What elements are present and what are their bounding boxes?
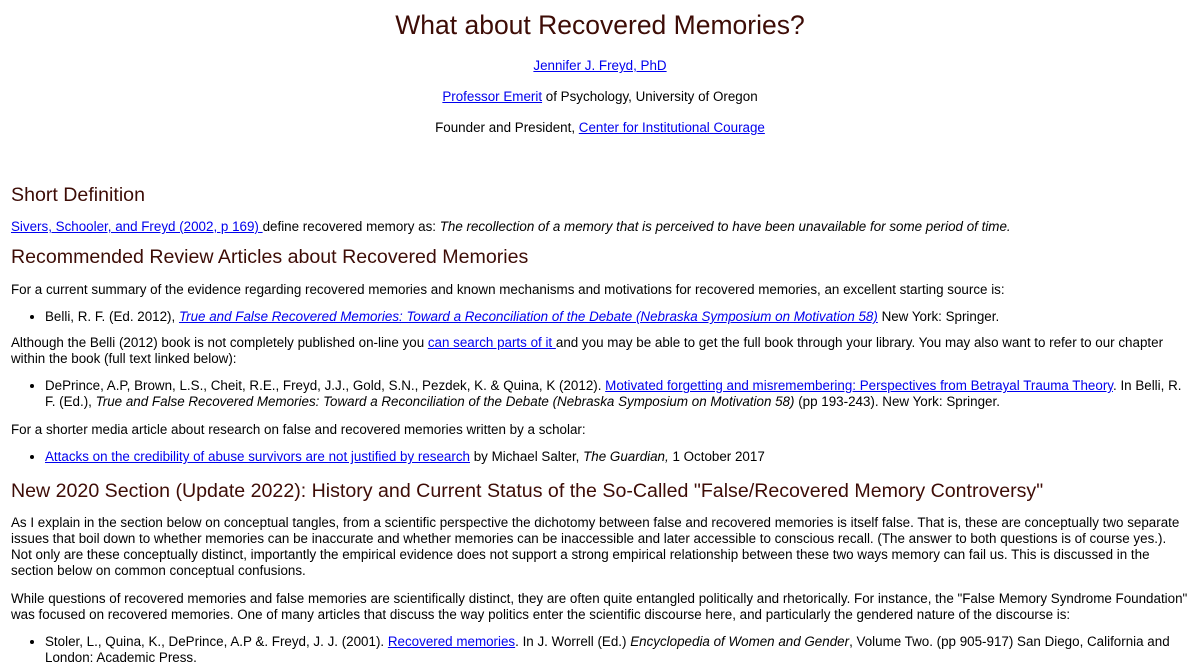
history-section-heading: New 2020 Section (Update 2022): History and Current Status of the So-Called "False/Recovered Memory Controversy" — [11, 480, 1044, 502]
search-parts-link[interactable]: can search parts of it — [427, 335, 556, 350]
review-intro-paragraph: For a current summary of the evidence regarding recovered memories and known mechanisms and motivations for recovered memories, an excellent starting source is: — [11, 282, 1005, 297]
professor-emerit-link[interactable]: Professor Emerit — [442, 89, 543, 104]
list-item — [45, 634, 1189, 666]
list-item — [45, 449, 1189, 465]
definition-intro-text: define recovered memory as: — [262, 219, 440, 234]
recovered-memories-link[interactable]: Recovered memories — [387, 634, 516, 649]
deprince-mid-text: . In Belli, R. F. (Ed.), — [45, 378, 1182, 409]
belli-paragraph — [11, 335, 1189, 367]
deprince-book-title: True and False Recovered Memories: Toward a Reconciliation of the Debate (Nebraska Symposium on Motivation 58) — [95, 394, 795, 409]
page — [0, 10, 1200, 666]
page-title: What about Recovered Memories? — [395, 10, 805, 40]
review-list-1 — [11, 309, 1189, 325]
belli-para-text-b: and you may be able to get the full book through your library. You may also want to refer to our chapter within the book (full text linked below): — [11, 335, 1164, 366]
founder-prefix: Founder and President, — [435, 120, 579, 135]
history-list — [11, 634, 1189, 666]
author-line — [11, 58, 1189, 74]
salter-text: by Michael Salter, — [469, 449, 584, 464]
belli-publisher-text: New York: Springer. — [877, 309, 1000, 324]
short-definition-heading: Short Definition — [11, 184, 145, 206]
affiliation-line — [11, 89, 1189, 105]
institutional-courage-link[interactable]: Center for Institutional Courage — [578, 120, 765, 135]
belli-para-text-a: Although the Belli (2012) book is not completely published on-line you — [11, 335, 428, 350]
worrell-text: . In J. Worrell (Ed.) — [515, 634, 631, 649]
belli-book-title: True and False Recovered Memories: Toward a Reconciliation of the Debate (Nebraska Symposium on Motivation 58) — [178, 309, 878, 324]
sivers-citation-link[interactable]: Sivers, Schooler, and Freyd (2002, p 169) — [11, 219, 263, 234]
encyclopedia-publisher-text: , Volume Two. (pp 905-917) San Diego, California and London: Academic Press. — [45, 634, 1170, 665]
definition-text: The recollection of a memory that is perceived to have been unavailable for some period of time. — [439, 219, 1011, 234]
author-link[interactable]: Jennifer J. Freyd, PhD — [533, 58, 667, 73]
definition-paragraph — [11, 219, 1189, 235]
guardian-article-link[interactable]: Attacks on the credibility of abuse survivors are not justified by research — [45, 449, 470, 464]
review-articles-heading: Recommended Review Articles about Recovered Memories — [11, 246, 529, 268]
founder-line — [11, 120, 1189, 136]
list-item — [45, 378, 1189, 410]
motivated-forgetting-link[interactable]: Motivated forgetting and misremembering: Perspectives from Betrayal Trauma Theory — [605, 378, 1113, 393]
review-list-2 — [11, 378, 1189, 410]
guardian-title: The Guardian, — [583, 449, 669, 464]
stoler-citation-text: Stoler, L., Quina, K., DePrince, A.P &. Freyd, J. J. (2001). — [45, 634, 388, 649]
review-list-3 — [11, 449, 1189, 465]
encyclopedia-title: Encyclopedia of Women and Gender — [630, 634, 850, 649]
history-paragraph-1: As I explain in the section below on conceptual tangles, from a scientific perspective the dichotomy between false and recovered memories is itself false. That is, these are conceptually two separate issues that boil down to whether memories can be inaccurate and whether memories can be inaccessible and later accessible to conscious recall. (The answer to both questions is of course yes.). Not only are these conceptually distinct, importantly the empirical evidence does not support a strong empirical relationship between these two ways memory can fail us. This is discussed in the section below on common conceptual confusions. — [11, 515, 1180, 578]
affiliation-text: of Psychology, University of Oregon — [542, 89, 758, 104]
list-item — [45, 309, 1189, 325]
deprince-citation-text: DePrince, A.P, Brown, L.S., Cheit, R.E., Freyd, J.J., Gold, S.N., Pezdek, K. & Quina, K (2012). — [45, 378, 606, 393]
belli-citation-text: Belli, R. F. (Ed. 2012), — [45, 309, 179, 324]
history-paragraph-2: While questions of recovered memories and false memories are scientifically distinct, they are often quite entangled politically and rhetorically. For instance, the "False Memory Syndrome Foundation" was focused on recovered memories. One of many articles that discuss the way politics enter the scientific discourse here, and particularly the gendered nature of the discourse is: — [11, 591, 1188, 622]
guardian-date: 1 October 2017 — [668, 449, 765, 464]
media-article-paragraph: For a shorter media article about research on false and recovered memories written by a scholar: — [11, 422, 586, 437]
belli-book-link[interactable] — [179, 309, 878, 324]
deprince-pages-text: (pp 193-243). New York: Springer. — [794, 394, 1000, 409]
